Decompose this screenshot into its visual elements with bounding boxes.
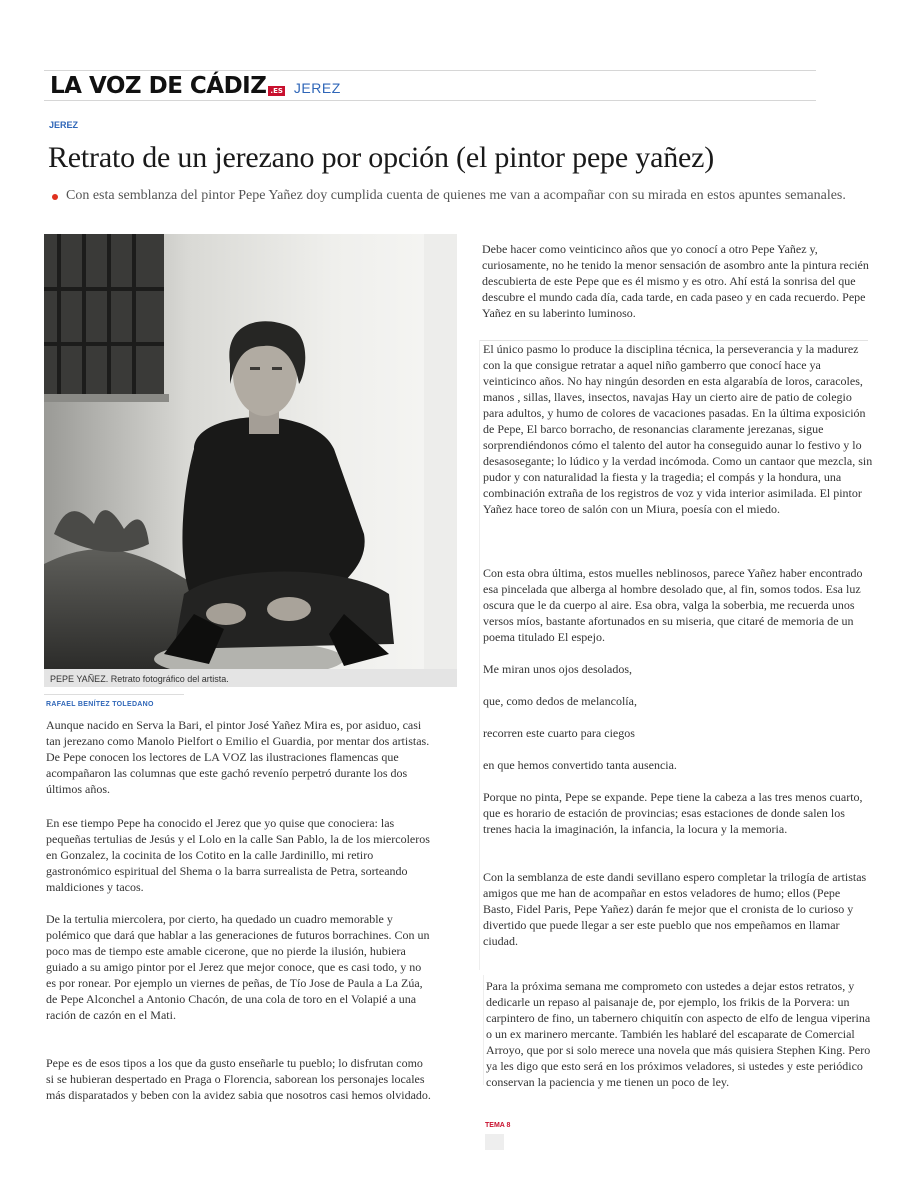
poem-line-1: Me miran unos ojos desolados, — [483, 662, 632, 676]
right-paragraph-6: Para la próxima semana me comprometo con ustedes a dejar estos retratos, y dedicarle un repaso al paisanaje de, por ejemplo, los frikis de la Porvera: un carpintero de fino, un tabernero chiquitín con aspecto de elfo de lengua viperina o un ex marinero mercante. También les hablaré del escaparate de Comercial Arroyo, que por si solo merece una novela que más quisiera Stephen King. Pero ya les digo que esto será en los próximos veladores, si ustedes y este periódico conservan la paciencia y me tienen un poco de ley. — [486, 979, 871, 1089]
right-paragraph-5: Con la semblanza de este dandi sevillano espero completar la trilogía de artistas amigos que me han de acompañar en estos veladores de humo; ellos (Pepe Basto, Fidel Paris, Pepe Yañez) darán fe mejor que el cronista de lo curioso y divertido que puede llegar a ser este pueblo que nos empeñamos en llamar ciudad. — [483, 870, 867, 948]
masthead-top-rule — [44, 70, 816, 71]
left-paragraph-4: Pepe es de esos tipos a los que da gusto enseñarle tu pueblo; lo disfrutan como si se hubieran despertado en Praga o Florencia, saborean los personajes locales más disparatados y beben con la avidez sabia que nosotros casi hemos olvidado. — [46, 1056, 431, 1102]
masthead — [50, 72, 341, 100]
section-link-jerez[interactable]: JEREZ — [293, 80, 341, 96]
photo-caption: PEPE YAÑEZ. Retrato fotográfico del artista. — [50, 674, 229, 684]
poem-line-4: en que hemos convertido tanta ausencia. — [483, 758, 677, 772]
site-logo[interactable]: LA VOZ DE CÁDIZ — [50, 73, 267, 99]
poem-line-2: que, como dedos de melancolía, — [483, 694, 637, 708]
byline-rule — [44, 694, 184, 695]
right-paragraph-4: Porque no pinta, Pepe se expande. Pepe tiene la cabeza a las tres menos cuarto, que es horario de estación de provincias; esas estaciones de donde salen los trenes hacia la imaginación, la infancia, la locura y la memoria. — [483, 790, 863, 836]
topic-tag[interactable]: TEMA 8 — [485, 1122, 511, 1129]
tag-placeholder — [485, 1134, 504, 1150]
masthead-bottom-rule — [44, 100, 816, 101]
poem-line-3: recorren este cuarto para ciegos — [483, 726, 635, 740]
article-dek: Con esta semblanza del pintor Pepe Yañez doy cumplida cuenta de quienes me van a acompañar con su mirada en estos apuntes semanales. — [66, 188, 846, 203]
right-column-border — [479, 340, 480, 970]
site-logo-suffix: .ES — [270, 87, 283, 95]
article-title: Retrato de un jerezano por opción (el pintor pepe yañez) — [48, 141, 715, 174]
byline-author[interactable]: RAFAEL BENÍTEZ TOLEDANO — [46, 701, 154, 708]
artist-photo — [44, 234, 457, 669]
left-paragraph-3: De la tertulia miercolera, por cierto, ha quedado un cuadro memorable y polémico que dará que hablar a las generaciones de futuros borrachines. Con un poco mas de tiempo este amable cicerone, que no pierde la ilusión, hubiera guiado a su amigo pintor por el Jerez que mejor conoce, que es casi todo, y no es por ronear. Por ejemplo un viernes de peñas, de Tío Jose de Paula a La Zúa, de Pepe Alconchel a Antonio Chacón, de una cola de toro en el Volapié a una ración de cazón en el Mati. — [46, 912, 430, 1022]
dek-bullet-icon — [52, 194, 58, 200]
article-kicker[interactable]: JEREZ — [49, 120, 79, 130]
left-paragraph-2: En ese tiempo Pepe ha conocido el Jerez que yo quise que conociera: las pequeñas tertulias de Jesús y el Lolo en la calle San Pablo, la de los miercoleros en Gonzalez, la cocinita de los Cotito en la calle Jardinillo, mi retiro gastronómico espiritual del Shema o la barra surrealista de Petra, sorteando maldiciones y tacos. — [46, 816, 430, 894]
left-paragraph-1: Aunque nacido en Serva la Bari, el pintor José Yañez Mira es, por asiduo, casi tan jerezano como Manolo Pielfort o Emilio el Guardia, por mentar dos artistas. De Pepe conocen los lectores de LA VOZ las ilustraciones flamencas que acompañaron las columnas que este gachó revenío perpetró durante los dos últimos años. — [46, 718, 430, 796]
right-paragraph-3: Con esta obra última, estos muelles neblinosos, parece Yañez haber encontrado esa pincelada que alberga al hombre desolado que, al fin, somos todos. Esa luz oscura que le da cuerpo al aire. Esa obra, valga la soberbia, me recuerda unos versos míos, bastante afortunados en su miseria, que citaré de memoria de un poema titulado El espejo. — [483, 566, 863, 644]
right-paragraph-1: Debe hacer como veinticinco años que yo conocí a otro Pepe Yañez y, curiosamente, no he tenido la menor sensación de asombro ante la pintura recién descubierta de este Pepe que es él mismo y es otro. Ahí está la sonrisa del que descubre el mundo cada día, cada tarde, en cada paseo y en cada recuerdo. Pepe Yañez en su laberinto luminoso. — [482, 242, 869, 320]
right-column-border-lower — [483, 975, 484, 1085]
right-paragraph-2: El único pasmo lo produce la disciplina técnica, la perseverancia y la madurez con la que consigue retratar a aquel niño gamberro que conocí hace ya veinticinco años. No hay ningún desorden en esta algarabía de loros, caracoles, manos , sillas, llaves, insectos, navajas Hay un cierto aire de patio de colegio para adultos, y humo de colores de vacaciones pasadas. En la última exposición de Pepe, El barco borracho, de resonancias claramente jerezanas, sigue sorprendiéndonos cómo el talento del autor ha conseguido aunar lo festivo y lo desasosegante; lo lúdico y la verdad incómoda. Como un cantaor que mezcla, sin pudor y con naturalidad la fiesta y la tragedia; el compás y la hondura, una combinación extraña de los registros de voz y vida interior asimilada. El pintor Yañez hace toreo de salón con un Miura, poesía con el miedo. — [483, 342, 873, 516]
